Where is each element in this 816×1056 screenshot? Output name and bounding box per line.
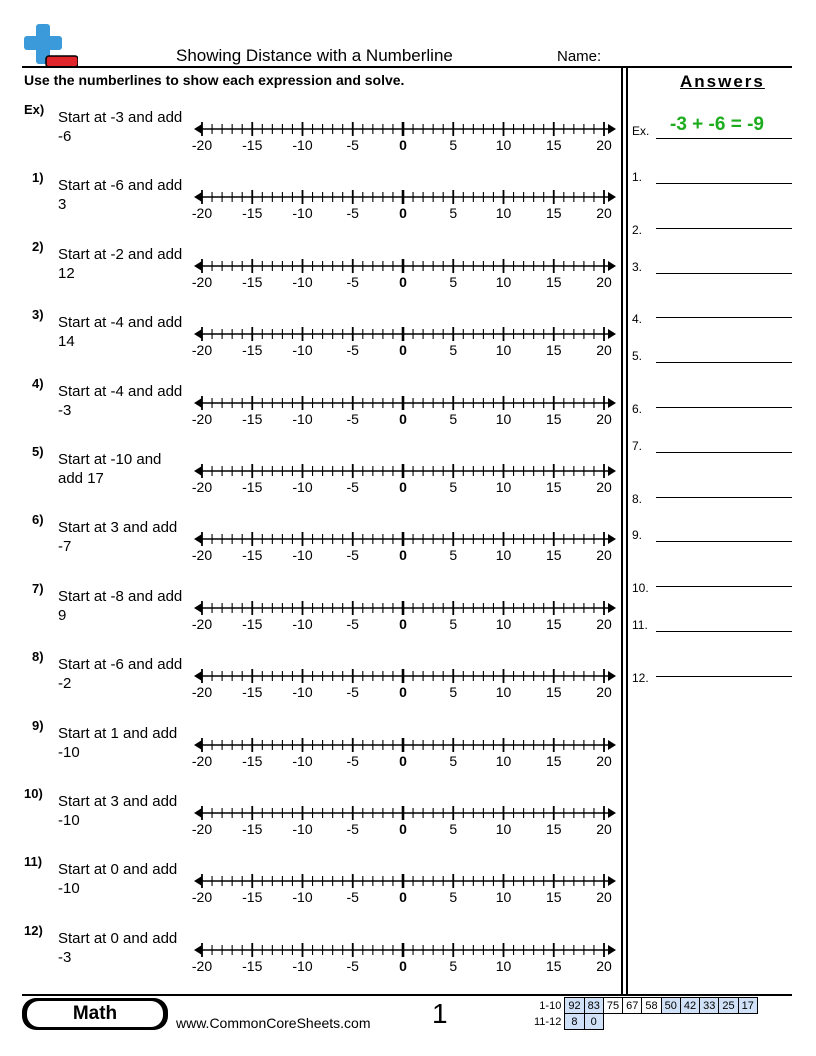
numberline-label: -10 (292, 889, 313, 906)
numberline-label: -20 (191, 547, 213, 564)
footer-rule (22, 994, 792, 996)
answer-label: 3. (632, 259, 643, 274)
answer-label: 8. (632, 491, 643, 506)
numberline-label: -15 (242, 684, 263, 701)
numberline-label: -15 (242, 615, 263, 632)
numberline-label: 15 (545, 410, 562, 427)
score-cell: 25 (719, 998, 738, 1014)
score-cell: 75 (603, 998, 622, 1014)
arrow-left-icon (194, 329, 202, 339)
numberline-label: 0 (399, 821, 407, 837)
header-rule (22, 66, 792, 68)
answer-line[interactable] (656, 273, 792, 274)
numberline-label: -20 (191, 752, 213, 769)
problem-number: 3) (32, 307, 44, 323)
numberline-label: 5 (449, 684, 458, 701)
subject-badge-label: Math (27, 1001, 163, 1027)
numberline-label: 0 (399, 479, 407, 495)
score-cell: 58 (642, 998, 661, 1014)
arrow-right-icon (608, 192, 616, 202)
numberline-label: 0 (399, 957, 407, 974)
score-row-label: 1-10 (539, 999, 562, 1012)
answer-label: 9. (632, 528, 643, 543)
numberline-label: 20 (596, 821, 612, 837)
numberline-label: 15 (545, 752, 562, 769)
problem-number: 4) (32, 375, 44, 391)
problem-number: 11) (24, 854, 43, 870)
numberline-label: 15 (545, 547, 562, 564)
problem-text: Start at 3 and add -10 (58, 793, 178, 829)
numberline-label: 0 (399, 889, 407, 906)
numberline-label: -5 (346, 547, 359, 564)
answer-example-line (656, 138, 792, 139)
problem-number: 7) (32, 580, 44, 596)
score-cell: 0 (584, 1014, 603, 1030)
numberline-label: -15 (242, 957, 263, 974)
numberline (190, 663, 620, 703)
numberline-label: 10 (495, 342, 512, 359)
problem-text: Start at -8 and add 9 (58, 587, 183, 624)
numberline-label: -10 (292, 752, 313, 769)
numberline-label: 10 (495, 205, 512, 222)
numberline-label: 5 (449, 205, 458, 222)
numberline-label: -5 (346, 752, 359, 769)
problem-text: Start at -4 and add 14 (58, 314, 183, 351)
numberline (190, 868, 620, 908)
site-url: www.CommonCoreSheets.com (176, 1015, 371, 1031)
answer-label: 1. (632, 170, 643, 184)
numberline-label: 20 (596, 684, 612, 701)
numberline-label: -5 (346, 615, 359, 632)
answer-line[interactable] (656, 631, 792, 632)
problem-text: Start at 3 and add -7 (58, 519, 178, 556)
numberline-label: 15 (545, 889, 562, 906)
numberline-label: -5 (346, 205, 359, 222)
answer-line[interactable] (656, 183, 792, 184)
answer-label: 10. (632, 581, 649, 596)
problem-number: Ex) (24, 102, 45, 117)
numberline-label: -10 (292, 957, 313, 974)
numberline-label: -5 (346, 273, 359, 290)
numberline-label: 5 (449, 615, 458, 632)
score-cell: 67 (623, 998, 642, 1014)
column-divider (621, 66, 623, 994)
arrow-left-icon (194, 740, 202, 750)
numberline-label: -20 (191, 137, 213, 153)
score-cell: 17 (738, 998, 757, 1014)
numberline-label: 5 (449, 137, 458, 153)
problem-number: 2) (32, 238, 44, 254)
numberline-label: 20 (596, 410, 612, 427)
numberline-label: 0 (399, 342, 407, 359)
numberline-label: -5 (346, 137, 359, 153)
arrow-right-icon (608, 261, 616, 271)
instructions: Use the numberlines to show each expression and solve. (24, 72, 405, 88)
numberline-label: 0 (399, 137, 407, 153)
score-cell: 33 (700, 998, 719, 1014)
numberline-label: 5 (449, 752, 458, 769)
numberline-label: 20 (596, 957, 612, 974)
arrow-left-icon (194, 124, 202, 134)
numberline (190, 184, 620, 224)
numberline (190, 390, 620, 430)
score-cell: 83 (584, 998, 603, 1014)
numberline (190, 321, 620, 361)
answer-label: 11. (632, 618, 648, 632)
numberline-label: -5 (346, 889, 359, 906)
page-number: 1 (432, 998, 448, 1029)
numberline-label: 10 (495, 889, 512, 906)
numberline-label: 15 (545, 821, 562, 837)
numberline-label: 10 (495, 479, 512, 495)
score-cell: 50 (661, 998, 680, 1014)
numberline-label: -10 (292, 547, 313, 564)
numberline-label: 0 (399, 547, 407, 564)
answer-line[interactable] (656, 541, 792, 542)
score-cell: 92 (565, 998, 584, 1014)
problem-number: 8) (32, 649, 44, 665)
answer-label: 4. (632, 312, 643, 327)
numberline-label: 20 (596, 479, 612, 495)
numberline-label: 0 (399, 273, 407, 290)
numberline-label: 15 (545, 137, 562, 153)
numberline-label: -15 (242, 410, 263, 427)
numberline-label: 10 (495, 615, 512, 632)
numberline-label: 5 (449, 410, 458, 427)
numberline-label: 15 (545, 342, 562, 359)
arrow-right-icon (608, 740, 616, 750)
problem-number: 1) (32, 170, 44, 186)
numberline-label: 20 (596, 889, 612, 906)
numberline-label: -20 (191, 957, 213, 974)
numberline-label: 10 (495, 273, 512, 290)
numberline-label: -5 (346, 342, 359, 359)
problem-text: Start at -2 and add 12 (58, 245, 183, 282)
numberline-label: -10 (292, 615, 313, 632)
arrow-right-icon (608, 808, 616, 818)
plus-minus-logo-icon (22, 22, 78, 68)
numberline-label: 5 (449, 273, 458, 290)
problem-text: Start at -6 and add 3 (58, 177, 183, 214)
answer-label: 5. (632, 349, 643, 364)
numberline-label: -10 (292, 684, 313, 701)
numberline (190, 732, 620, 772)
numberline-label: 20 (596, 752, 612, 769)
numberline-label: -15 (242, 547, 263, 564)
numberline (190, 253, 620, 293)
answer-example-label: Ex. (632, 124, 650, 138)
numberline-label: -20 (191, 615, 213, 632)
arrow-right-icon (608, 671, 616, 681)
numberline-label: 10 (495, 821, 512, 837)
numberline (190, 800, 620, 840)
answer-label: 7. (632, 438, 643, 453)
arrow-left-icon (194, 192, 202, 202)
answer-line[interactable] (656, 586, 792, 587)
problem-number: 5) (32, 444, 44, 459)
arrow-right-icon (608, 603, 616, 613)
numberline-label: -15 (242, 889, 263, 906)
numberline-label: 5 (449, 957, 458, 974)
numberline-label: -15 (242, 752, 263, 769)
name-label: Name: (557, 48, 602, 65)
arrow-right-icon (608, 398, 616, 408)
numberline-label: 10 (495, 684, 512, 701)
numberline-label: 5 (449, 479, 458, 495)
problem-text: Start at -10 and add 17 (58, 451, 162, 487)
numberline-label: 10 (495, 137, 512, 153)
answer-line[interactable] (656, 452, 792, 453)
answer-line[interactable] (656, 497, 792, 498)
numberline-label: 10 (495, 410, 512, 427)
answer-label: 6. (632, 402, 643, 416)
problem-text: Start at -6 and add -2 (58, 656, 183, 693)
numberline-label: 15 (545, 479, 562, 495)
problem-number: 10) (24, 786, 43, 801)
numberline-label: 15 (545, 273, 562, 290)
answer-line[interactable] (656, 407, 792, 408)
problem-text: Start at 1 and add -10 (58, 724, 178, 761)
numberline-label: -20 (191, 821, 213, 837)
numberline-label: -15 (242, 205, 263, 222)
numberline-label: -5 (346, 684, 359, 701)
numberline-label: -20 (191, 479, 213, 495)
numberline-label: -20 (191, 205, 213, 222)
arrow-right-icon (608, 876, 616, 886)
problem-number: 9) (32, 717, 44, 733)
answer-label: 12. (632, 670, 649, 685)
numberline-label: -10 (292, 479, 313, 495)
numberline-label: 20 (596, 273, 612, 290)
numberline-label: -15 (242, 342, 263, 359)
arrow-left-icon (194, 603, 202, 613)
numberline-label: -15 (242, 137, 263, 153)
arrow-left-icon (194, 945, 202, 955)
arrow-right-icon (608, 945, 616, 955)
numberline-label: -5 (346, 821, 359, 837)
numberline-label: -10 (292, 205, 313, 222)
problem-text: Start at 0 and add -3 (58, 929, 178, 966)
numberline-label: -10 (292, 342, 313, 359)
arrow-right-icon (608, 124, 616, 134)
numberline-label: -10 (292, 821, 313, 837)
score-cell: 8 (565, 1014, 584, 1030)
numberline-label: 0 (399, 752, 407, 769)
numberline-label: 10 (495, 957, 512, 974)
numberline-label: -15 (242, 479, 263, 495)
numberline-label: 0 (399, 410, 407, 427)
numberline-label: 5 (449, 889, 458, 906)
answer-line[interactable] (656, 317, 792, 318)
numberline-label: -10 (292, 273, 313, 290)
numberline-label: -15 (242, 273, 263, 290)
answer-example: -3 + -6 = -9 (670, 114, 764, 135)
numberline-label: 0 (399, 615, 407, 632)
score-row-label: 11-12 (534, 1015, 562, 1028)
answers-title: Answers (680, 72, 765, 91)
numberline-label: -10 (292, 137, 313, 153)
column-divider (626, 66, 628, 994)
numberline-label: 20 (596, 547, 612, 564)
numberline-label: -5 (346, 957, 359, 974)
answer-label: 2. (632, 222, 643, 237)
numberline-label: 15 (545, 615, 562, 632)
arrow-right-icon (608, 466, 616, 476)
answer-line[interactable] (656, 676, 792, 677)
numberline-label: 5 (449, 821, 458, 837)
numberline-label: -20 (191, 684, 213, 701)
numberline-label: 15 (545, 684, 562, 701)
arrow-right-icon (608, 329, 616, 339)
numberline-label: -20 (191, 342, 213, 359)
answer-line[interactable] (656, 362, 792, 363)
problem-number: 12) (24, 922, 43, 938)
score-table (531, 997, 758, 1030)
numberline-label: -20 (191, 410, 213, 427)
numberline-label: 0 (399, 205, 407, 222)
numberline-label: 10 (495, 547, 512, 564)
numberline-label: 20 (596, 615, 612, 632)
numberline (190, 937, 620, 977)
numberline-label: 20 (596, 137, 612, 153)
arrow-left-icon (194, 876, 202, 886)
arrow-left-icon (194, 466, 202, 476)
numberline (190, 595, 620, 635)
numberline-label: -20 (191, 889, 213, 906)
problem-text: Start at 0 and add -10 (58, 861, 178, 898)
numberline (190, 458, 620, 498)
page-title: Showing Distance with a Numberline (176, 46, 453, 65)
problem-number: 6) (32, 512, 44, 528)
numberline-label: -15 (242, 821, 263, 837)
arrow-left-icon (194, 261, 202, 271)
problem-text: Start at -3 and add -6 (58, 109, 183, 145)
arrow-left-icon (194, 534, 202, 544)
numberline-label: 0 (399, 684, 407, 701)
problem-text: Start at -4 and add -3 (58, 382, 183, 419)
numberline-label: 5 (449, 342, 458, 359)
arrow-left-icon (194, 671, 202, 681)
numberline-label: -5 (346, 410, 359, 427)
arrow-left-icon (194, 808, 202, 818)
numberline-label: -10 (292, 410, 313, 427)
numberline-label: -20 (191, 273, 213, 290)
numberline-label: 5 (449, 547, 458, 564)
numberline-label: 20 (596, 205, 612, 222)
numberline (190, 526, 620, 566)
numberline-label: 15 (545, 957, 562, 974)
arrow-right-icon (608, 534, 616, 544)
numberline-label: 10 (495, 752, 512, 769)
numberline-label: 20 (596, 342, 612, 359)
numberline-label: -5 (346, 479, 359, 495)
numberline-label: 15 (545, 205, 562, 222)
score-cell: 42 (680, 998, 699, 1014)
answer-line[interactable] (656, 228, 792, 229)
arrow-left-icon (194, 398, 202, 408)
numberline (190, 116, 620, 156)
